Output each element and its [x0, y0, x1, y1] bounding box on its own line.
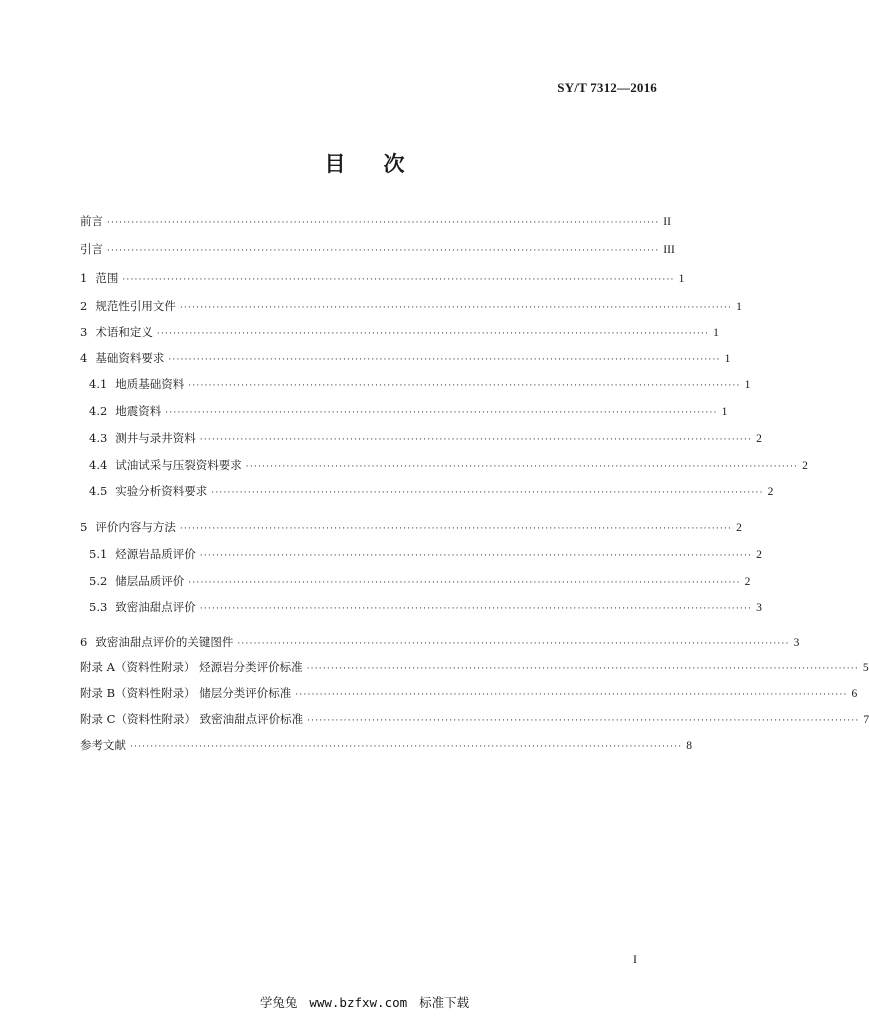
toc-page: 1 [721, 406, 728, 418]
toc-label: 前言 [80, 214, 103, 228]
toc-number: 4.4 [89, 458, 108, 472]
toc-entry-appendix-a[interactable] [80, 658, 869, 676]
toc-page: 1 [736, 301, 742, 313]
toc-leader-dots: ········································································································································ [199, 435, 753, 445]
toc-leader-dots: ········································································································································ [245, 462, 799, 472]
toc-number: 5.1 [89, 547, 108, 561]
toc-entry-appendix-c[interactable] [80, 710, 869, 728]
toc-page: II [663, 216, 671, 228]
toc-number: 4.1 [89, 377, 108, 391]
toc-page: 1 [724, 353, 731, 365]
toc-page: III [663, 244, 675, 256]
toc-number: 4.2 [89, 404, 108, 418]
toc-leader-dots: ········································································································································ [199, 604, 753, 614]
toc-number: 4.3 [89, 431, 108, 445]
toc-page: 1 [713, 327, 719, 339]
footer-watermark [0, 993, 729, 1011]
toc-number: 4.5 [89, 484, 108, 498]
toc-leader-dots: ········································································································································ [168, 355, 721, 365]
toc-entry-references[interactable] [80, 736, 693, 754]
toc-label: 范围 [95, 271, 119, 285]
toc-number: 1 [80, 271, 88, 285]
toc-label: 测井与录井资料 [115, 431, 196, 445]
toc-page: 7 [863, 714, 869, 726]
toc-leader-dots: ········································································································································ [179, 524, 733, 534]
toc-page: 3 [756, 602, 762, 614]
toc-label: 地震资料 [115, 404, 162, 418]
page-title [0, 148, 729, 178]
toc-entry-5-1[interactable] [89, 545, 762, 563]
toc-number: 5 [80, 520, 88, 534]
toc-label: 实验分析资料要求 [115, 484, 208, 498]
toc-label: 致密油甜点评价的关键图件 [95, 635, 234, 649]
toc-page: 1 [744, 379, 751, 391]
toc-leader-dots: ········································································································································ [179, 303, 733, 313]
toc-leader-dots: ········································································································································ [122, 275, 675, 285]
toc-label: 引言 [80, 242, 103, 256]
toc-label: 附录 C（资料性附录） 致密油甜点评价标准 [80, 712, 304, 726]
toc-entry-1[interactable] [80, 269, 685, 287]
toc-label: 试油试采与压裂资料要求 [115, 458, 242, 472]
toc-entry-3[interactable] [80, 323, 719, 341]
toc-label: 评价内容与方法 [95, 520, 176, 534]
toc-label: 术语和定义 [95, 325, 153, 339]
toc-entry-introduction[interactable] [80, 240, 675, 258]
toc-number: 6 [80, 635, 88, 649]
toc-page: 1 [678, 273, 685, 285]
toc-label: 储层品质评价 [115, 574, 185, 588]
toc-leader-dots: ········································································································································ [199, 551, 753, 561]
toc-label: 基础资料要求 [95, 351, 165, 365]
toc-label: 地质基础资料 [115, 377, 185, 391]
toc-entry-5-2[interactable] [89, 572, 751, 590]
toc-page: 3 [793, 637, 800, 649]
toc-label: 参考文献 [80, 738, 126, 752]
footer-site-name: 学兔兔 [259, 995, 298, 1010]
title-char-2: 次 [383, 152, 405, 176]
footer-url[interactable]: www.bzfxw.com [309, 995, 408, 1010]
toc-number: 5.3 [89, 600, 108, 614]
toc-label: 烃源岩品质评价 [115, 547, 196, 561]
toc-page: 5 [862, 662, 869, 674]
toc-entry-2[interactable] [80, 297, 742, 315]
toc-page: 8 [686, 740, 693, 752]
toc-page: 2 [802, 460, 808, 472]
toc-entry-4-2[interactable] [89, 402, 728, 420]
toc-entry-appendix-b[interactable] [80, 684, 858, 702]
toc-label: 附录 B（资料性附录） 储层分类评价标准 [80, 686, 292, 700]
toc-leader-dots: ········································································································································ [165, 408, 718, 418]
toc-entry-5-3[interactable] [89, 598, 762, 616]
toc-leader-dots: ········································································································································ [107, 218, 660, 228]
toc-page: 2 [756, 433, 762, 445]
toc-entry-4-5[interactable] [89, 482, 774, 500]
toc-entry-foreword[interactable] [80, 212, 671, 230]
toc-label: 规范性引用文件 [95, 299, 176, 313]
toc-number: 4 [80, 351, 88, 365]
toc-number: 5.2 [89, 574, 108, 588]
page-number: I [633, 952, 637, 966]
toc-page: 6 [851, 688, 858, 700]
toc-page: 2 [767, 486, 774, 498]
toc-leader-dots: ········································································································································ [211, 488, 764, 498]
toc-label: 附录 A（资料性附录） 烃源岩分类评价标准 [80, 660, 303, 674]
footer-tagline: 标准下载 [419, 995, 470, 1010]
toc-entry-4-1[interactable] [89, 375, 751, 393]
toc-label: 致密油甜点评价 [115, 600, 196, 614]
toc-leader-dots: ········································································································································ [107, 246, 660, 256]
toc-number: 2 [80, 299, 88, 313]
toc-leader-dots: ········································································································································ [237, 639, 790, 649]
toc-leader-dots: ········································································································································ [307, 716, 860, 726]
toc-entry-4[interactable] [80, 349, 731, 367]
toc-number: 3 [80, 325, 88, 339]
toc-entry-5[interactable] [80, 518, 742, 536]
title-char-1: 目 [324, 152, 346, 176]
toc-leader-dots: ········································································································································ [188, 578, 741, 588]
toc-entry-4-4[interactable] [89, 456, 808, 474]
toc-page: 2 [744, 576, 751, 588]
toc-page: 2 [756, 549, 762, 561]
toc-leader-dots: ········································································································································ [188, 381, 741, 391]
toc-leader-dots: ········································································································································ [306, 664, 859, 674]
standard-code: SY/T 7312—2016 [557, 80, 657, 95]
toc-leader-dots: ········································································································································ [130, 742, 683, 752]
toc-entry-6[interactable] [80, 633, 800, 651]
toc-leader-dots: ········································································································································ [156, 329, 710, 339]
toc-entry-4-3[interactable] [89, 429, 762, 447]
toc-page: 2 [736, 522, 742, 534]
toc-leader-dots: ········································································································································ [295, 690, 848, 700]
